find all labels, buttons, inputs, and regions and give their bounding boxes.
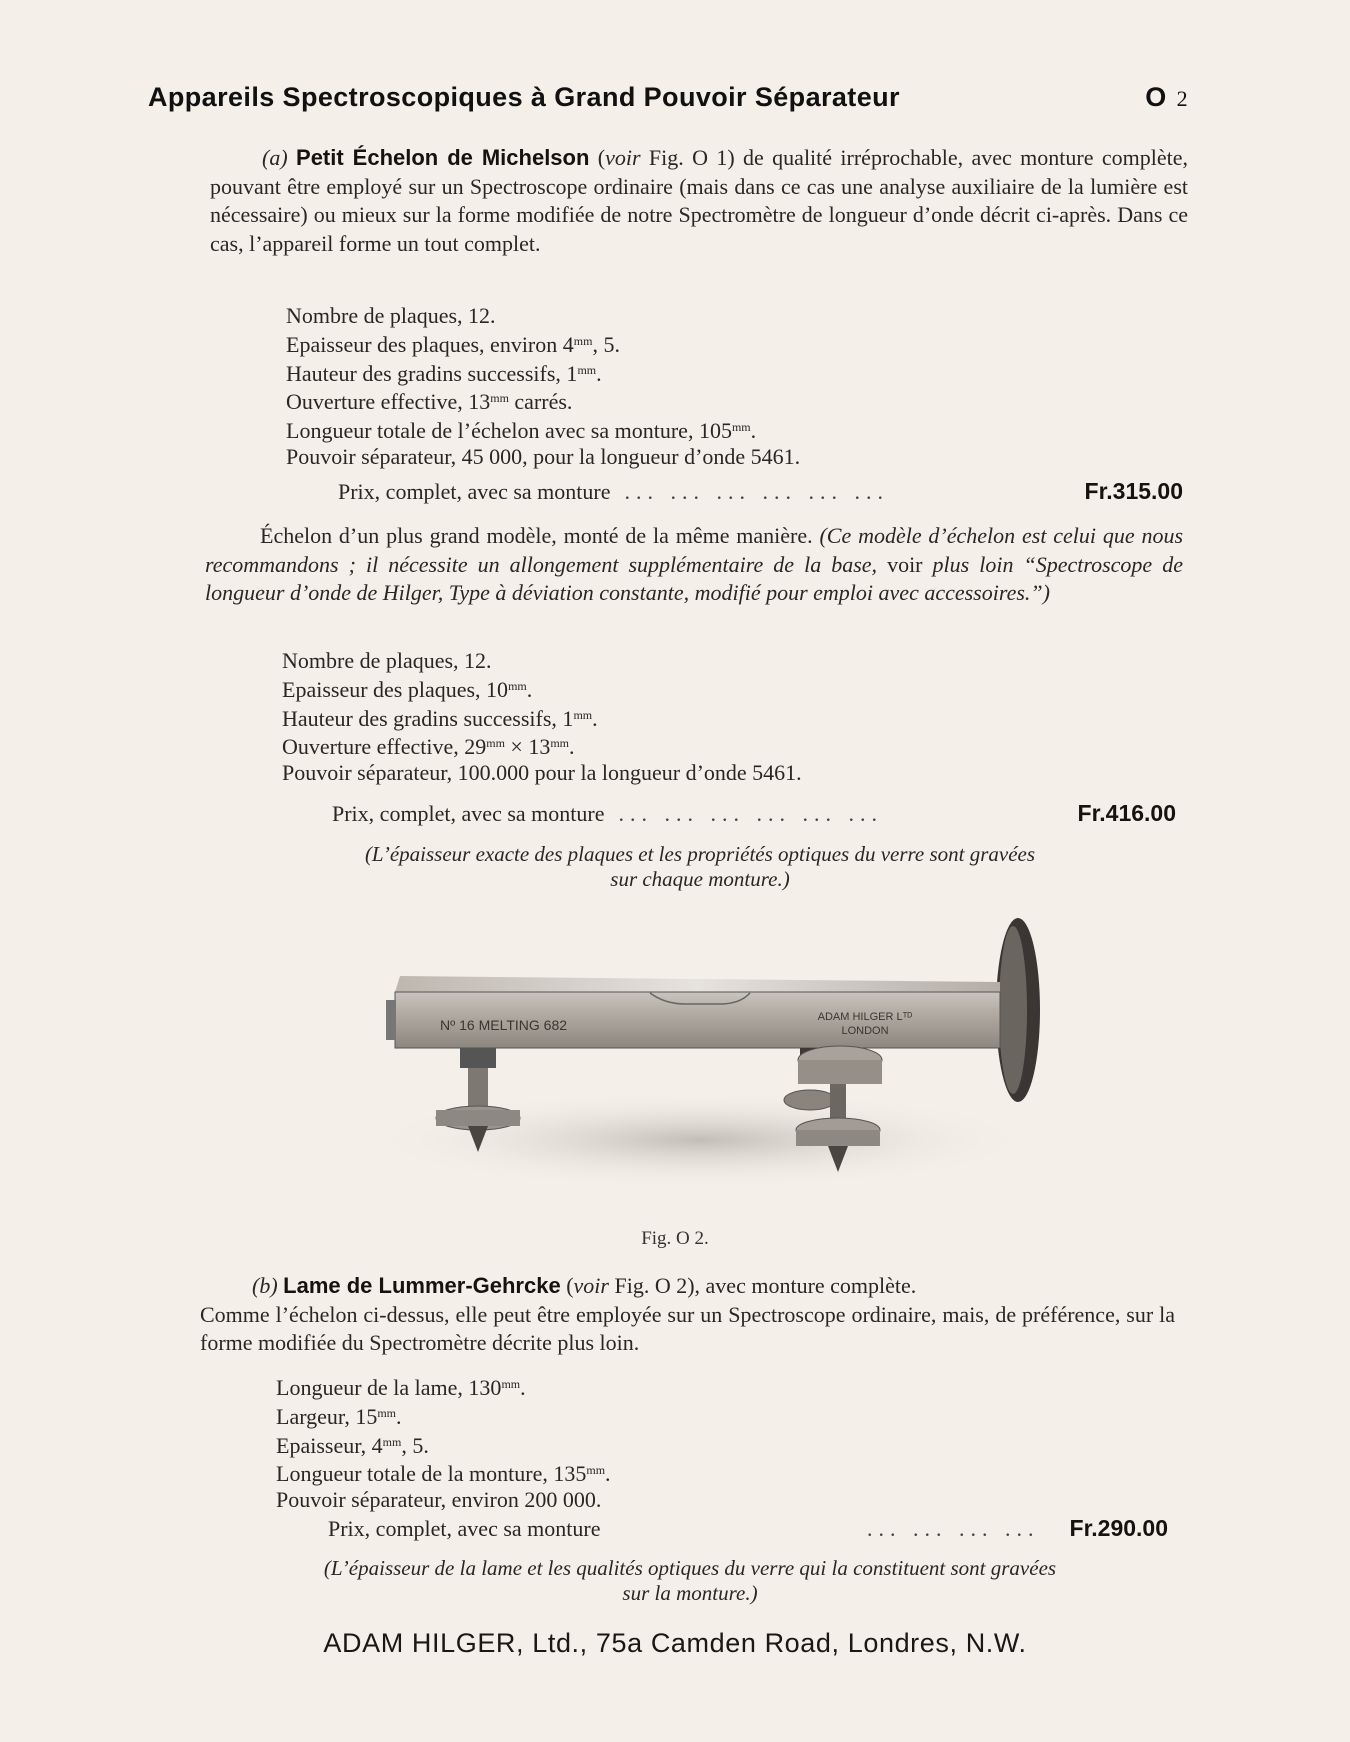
item-b-specs bbox=[276, 1372, 611, 1513]
spec-line bbox=[276, 1458, 611, 1487]
ground-shadow bbox=[360, 1090, 1040, 1190]
page-header bbox=[148, 82, 1188, 113]
spec-line bbox=[282, 648, 802, 674]
spec-suffix: . bbox=[596, 360, 602, 386]
item-b-price-label: Prix, complet, avec sa monture bbox=[328, 1516, 601, 1541]
left-foot-collar bbox=[460, 1048, 496, 1068]
item-a-large-price-line bbox=[332, 800, 1176, 827]
item-a-price-line bbox=[338, 478, 1183, 505]
large-italic-2: plus loin “Spectroscope de longueur d’onde de Hilger, Type à déviation constante, modifié pour emploi avec accessoires.”) bbox=[205, 551, 1183, 605]
spec-unit: mm bbox=[501, 1377, 521, 1391]
spec-unit: mm bbox=[382, 1434, 402, 1449]
spec-text: Hauteur des gradins successifs, 1 bbox=[282, 705, 574, 731]
spec-line bbox=[276, 1430, 611, 1459]
spec-line bbox=[286, 444, 800, 470]
spec-text: Epaisseur, 4 bbox=[276, 1432, 383, 1458]
large-note bbox=[200, 842, 1200, 892]
left-foot-screw bbox=[468, 1068, 488, 1108]
spec-text: Pouvoir séparateur, 100.000 pour la longueur d’onde 5461. bbox=[282, 760, 802, 786]
spec-unit: mm bbox=[577, 362, 597, 377]
spec-line bbox=[276, 1487, 611, 1513]
spec-suffix: , 5. bbox=[401, 1432, 429, 1458]
item-a-text: de qualité irréprochable, avec monture complète, pouvant être employé sur un Spectroscope ordinaire (mais dans ce cas une analyse auxiliaire de la lumière est nécessaire) ou mieux sur la forme modifiée de notre Spectromètre de longueur d’onde décrit ci-après. Dans ce cas, l’appareil forme un tout complet. bbox=[210, 145, 1188, 256]
spec-text: Epaisseur des plaques, environ 4 bbox=[286, 331, 574, 357]
spec-unit: mm bbox=[377, 1405, 397, 1420]
item-b-note bbox=[190, 1556, 1190, 1606]
spec-suffix: . bbox=[520, 1375, 526, 1400]
item-a-description bbox=[210, 144, 1188, 258]
figure-caption: Fig. O 2. bbox=[641, 1228, 709, 1249]
item-b-ref: Fig. O 2), avec monture complète. bbox=[608, 1273, 917, 1298]
spec-unit: mm bbox=[573, 333, 593, 348]
spec-suffix: carrés. bbox=[508, 389, 573, 415]
spec-text: Ouverture effective, 13 bbox=[286, 389, 491, 415]
bar-end-cap bbox=[386, 1000, 396, 1040]
spec-suffix: . bbox=[605, 1461, 611, 1487]
spec-line bbox=[286, 358, 800, 387]
item-a-label: (a) bbox=[262, 145, 288, 170]
spec-line bbox=[286, 386, 800, 415]
large-price-label: Prix, complet, avec sa monture bbox=[332, 801, 605, 826]
spec-line bbox=[286, 329, 800, 358]
item-b-price-line bbox=[328, 1515, 1168, 1542]
right-upper-nut-side bbox=[798, 1060, 882, 1084]
spec-suffix: × 13 bbox=[504, 734, 551, 760]
large-plain-1: voir bbox=[877, 551, 933, 577]
spec-text: Nombre de plaques, 12. bbox=[282, 648, 492, 673]
spec-suffix: , 5. bbox=[592, 331, 620, 357]
leader-dots: ... ... ... ... ... ... bbox=[624, 479, 889, 504]
publisher-footer: ADAM HILGER, Ltd., 75a Camden Road, Londres, N.W. bbox=[323, 1628, 1027, 1658]
item-b-description bbox=[200, 1272, 1175, 1358]
item-b-note-line-1: (L’épaisseur de la lame et les qualités optiques du verre qui la constituent sont gravées bbox=[323, 1556, 1057, 1580]
left-foot-nut-side bbox=[436, 1110, 520, 1126]
spec-text: Largeur, 15 bbox=[276, 1403, 378, 1429]
large-intro: Échelon d’un plus grand modèle, monté de la même manière. bbox=[260, 523, 820, 548]
section-code: O bbox=[1145, 82, 1167, 112]
spec-text: Ouverture effective, 29 bbox=[282, 734, 487, 760]
spec-text: Pouvoir séparateur, 45 000, pour la longueur d’onde 5461. bbox=[286, 443, 801, 469]
item-a-price: Fr.315.00 bbox=[1084, 478, 1183, 504]
item-b-note-line-2: sur la monture.) bbox=[622, 1581, 758, 1605]
item-b-price: Fr.290.00 bbox=[1069, 1515, 1168, 1541]
engraving-left: Nº 16 MELTING 682 bbox=[440, 1017, 568, 1033]
page-number: 2 bbox=[1176, 86, 1188, 111]
item-b-text: Comme l’échelon ci-dessus, elle peut être employée sur un Spectroscope ordinaire, mais, de préférence, sur la forme modifiée du Spectromètre décrite plus loin. bbox=[200, 1301, 1175, 1355]
spec-unit: mm bbox=[586, 1463, 606, 1478]
spec-line bbox=[276, 1401, 611, 1430]
spec-unit: mm bbox=[731, 420, 751, 435]
spec-unit: mm bbox=[490, 391, 509, 406]
spec-text: Pouvoir séparateur, environ 200 000. bbox=[276, 1487, 602, 1513]
item-b-label: (b) bbox=[252, 1273, 278, 1298]
item-a-specs bbox=[286, 303, 800, 470]
large-note-line-1: (L’épaisseur exacte des plaques et les propriétés optiques du verre sont gravées bbox=[364, 842, 1036, 866]
item-a-large-description bbox=[205, 522, 1183, 608]
spec-unit: mm bbox=[550, 736, 569, 751]
end-disc-face bbox=[999, 926, 1027, 1094]
item-b-name: Lame de Lummer-Gehrcke bbox=[283, 1273, 561, 1298]
spec-suffix: . bbox=[396, 1403, 402, 1429]
spec-unit: mm bbox=[573, 707, 593, 722]
spec-suffix: . bbox=[750, 418, 757, 444]
spec-text: Epaisseur des plaques, 10 bbox=[282, 676, 509, 702]
spec-text: Longueur de la lame, 130 bbox=[276, 1375, 502, 1400]
item-a-ref: Fig. O 1) bbox=[640, 145, 735, 170]
large-italic-1: (Ce modèle d’échelon est celui que nous recommandons ; il nécessite un allongement supplémentaire de la base, bbox=[205, 523, 1183, 577]
spec-unit: mm bbox=[486, 736, 505, 751]
spec-text: Longueur totale de l’échelon avec sa monture, 105 bbox=[286, 418, 732, 444]
engraving-right-1: ADAM HILGER Lᵀᴰ bbox=[817, 1011, 913, 1023]
item-a-large-specs bbox=[282, 648, 802, 786]
spec-suffix: . bbox=[569, 734, 575, 760]
item-b-ref-italic: voir bbox=[573, 1273, 609, 1298]
spec-suffix: . bbox=[526, 676, 533, 702]
spec-text: Hauteur des gradins successifs, 1 bbox=[286, 360, 578, 386]
item-a-price-label: Prix, complet, avec sa monture bbox=[338, 479, 611, 504]
spec-line bbox=[282, 674, 802, 703]
large-price: Fr.416.00 bbox=[1077, 800, 1176, 826]
right-back-nut bbox=[784, 1090, 836, 1110]
large-note-line-2: sur chaque monture.) bbox=[610, 867, 790, 891]
lummer-gehrcke-plate-illustration bbox=[350, 900, 1070, 1220]
spec-line bbox=[282, 703, 802, 732]
engraving-right-2: LONDON bbox=[841, 1025, 889, 1037]
item-a-name: Petit Échelon de Michelson bbox=[296, 145, 590, 170]
spec-unit: mm bbox=[508, 678, 527, 693]
item-b-ref-open: ( bbox=[566, 1273, 574, 1298]
spec-line bbox=[286, 415, 800, 444]
spec-text: Nombre de plaques, 12. bbox=[286, 303, 496, 328]
spec-text: Longueur totale de la monture, 135 bbox=[276, 1461, 587, 1487]
spec-line bbox=[282, 731, 802, 760]
right-lower-nut-side bbox=[796, 1130, 880, 1146]
spec-suffix: . bbox=[592, 705, 598, 731]
leader-dots: ... ... ... ... bbox=[867, 1516, 1040, 1541]
leader-dots: ... ... ... ... ... ... bbox=[618, 801, 883, 826]
spec-line bbox=[276, 1372, 611, 1401]
item-a-ref-open: ( bbox=[597, 145, 606, 170]
spec-line bbox=[282, 760, 802, 786]
page-title: Appareils Spectroscopiques à Grand Pouvoir Séparateur bbox=[148, 82, 900, 112]
item-a-ref-italic: voir bbox=[605, 145, 641, 170]
spec-line bbox=[286, 303, 800, 329]
